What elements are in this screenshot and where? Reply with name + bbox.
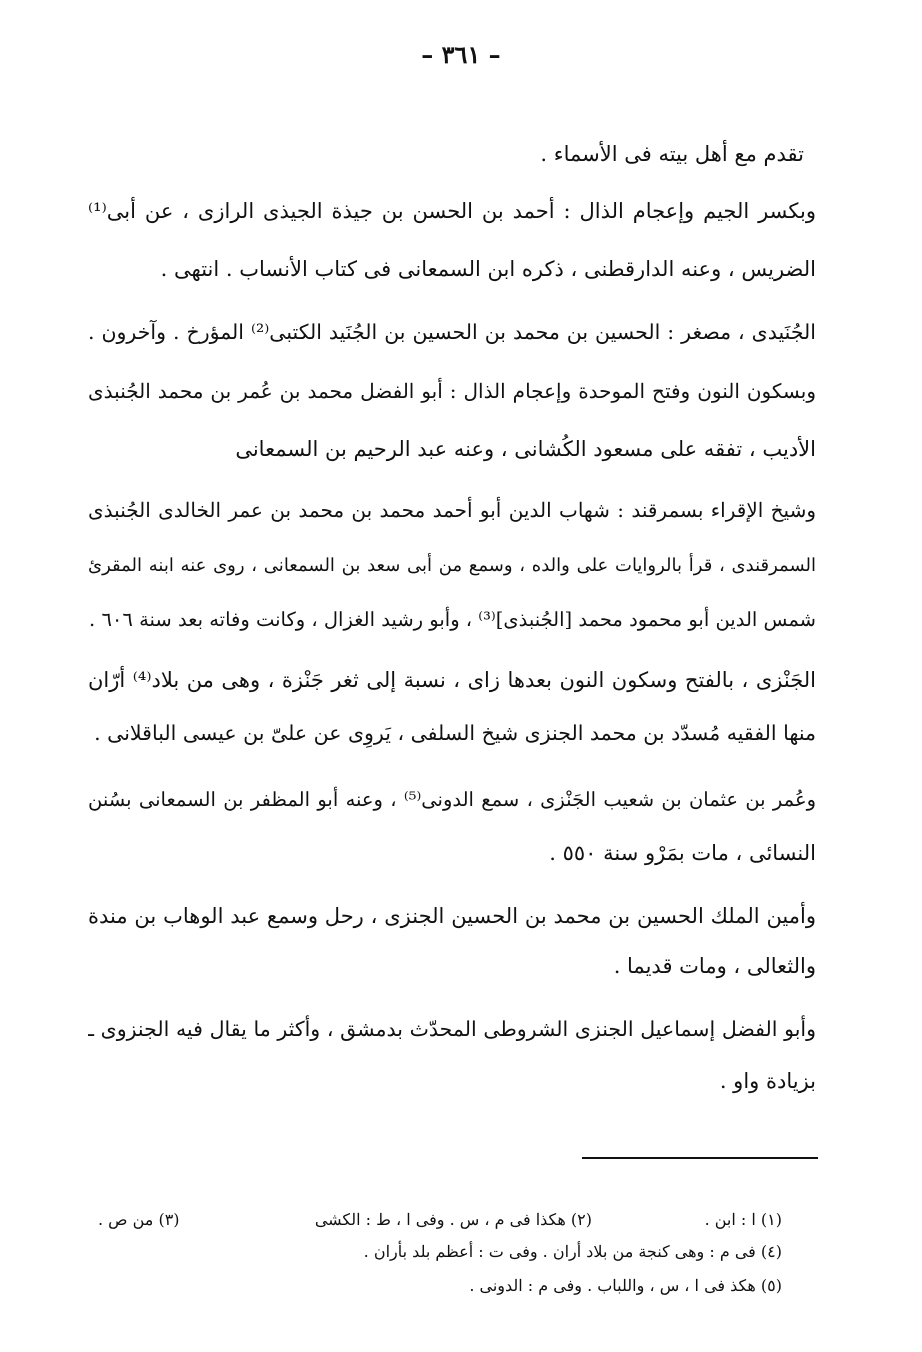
text-line: النسائى ، مات بمَرْو سنة ٥٥٠ . xyxy=(549,841,816,865)
footnote: (٤) فى م : وهى كنجة من بلاد أران . وفى ت : أعظم بلد بأران . xyxy=(363,1242,782,1261)
text-line: تقدم مع أهل بيته فى الأسماء . xyxy=(540,142,804,166)
text-line: الأديب ، تفقه على مسعود الكُشانى ، وعنه عبد الرحيم بن السمعانى xyxy=(235,437,816,461)
footnote: (٢) هكذا فى م ، س . وفى ا ، ط : الكشى xyxy=(314,1210,592,1229)
text-line: وأبو الفضل إسماعيل الجنزى الشروطى المحدّث بدمشق ، وأكثر ما يقال فيه الجنزوى ـ xyxy=(88,1017,816,1041)
text-line: وأمين الملك الحسين بن محمد بن الحسين الجنزى ، رحل وسمع عبد الوهاب بن مندة xyxy=(88,904,816,928)
text-line: السمرقندى ، قرأ بالروايات على والده ، وسمع من أبى سعد بن السمعانى ، روى عنه ابنه المقرئ xyxy=(88,555,816,576)
footnote-divider xyxy=(582,1157,818,1159)
text-line: وبسكون النون وفتح الموحدة وإعجام الذال : أبو الفضل محمد بن عُمر بن محمد الجُنبذى xyxy=(88,379,816,403)
text-line: وبكسر الجيم وإعجام الذال : أحمد بن الحسن بن جيذة الجيذى الرازى ، عن أبى⁽¹⁾ xyxy=(88,199,816,223)
text-line: بزيادة واو . xyxy=(719,1069,816,1093)
footnote: (٣) من ص . xyxy=(98,1210,180,1229)
text-line: الجُنَيدى ، مصغر : الحسين بن محمد بن الحسين بن الجُنَيد الكتبى⁽²⁾ المؤرخ . وآخرون . xyxy=(88,320,816,344)
text-line: والثعالى ، ومات قديما . xyxy=(613,954,816,978)
text-line: وشيخ الإقراء بسمرقند : شهاب الدين أبو أحمد محمد بن محمد بن عمر الخالدى الجُنبذى xyxy=(88,498,816,522)
text-line: الضريس ، وعنه الدارقطنى ، ذكره ابن السمعانى فى كتاب الأنساب . انتهى . xyxy=(160,257,816,281)
footnote: (٥) هكذ فى ا ، س ، واللباب . وفى م : الدونى . xyxy=(469,1276,782,1295)
footnote: (١) ا : ابن . xyxy=(704,1210,782,1229)
text-line: منها الفقيه مُسدّد بن محمد الجنزى شيخ السلفى ، يَروِى عن علىّ بن عيسى الباقلانى . xyxy=(94,721,816,745)
text-line: وعُمر بن عثمان بن شعيب الجَنْزى ، سمع الدونى⁽⁵⁾ ، وعنه أبو المظفر بن السمعانى بسُنن xyxy=(88,788,816,811)
page-number: – ٣٦١ – xyxy=(421,40,501,69)
text-line: شمس الدين أبو محمود محمد [الجُنبذى]⁽³⁾ ، وأبو رشيد الغزال ، وكانت وفاته بعد سنة ٦٠٦ . xyxy=(89,608,816,631)
text-line: الجَنْزى ، بالفتح وسكون النون بعدها زاى ، نسبة إلى ثغر جَنْزة ، وهى من بلاد⁽⁴⁾ أرّان xyxy=(88,668,816,692)
